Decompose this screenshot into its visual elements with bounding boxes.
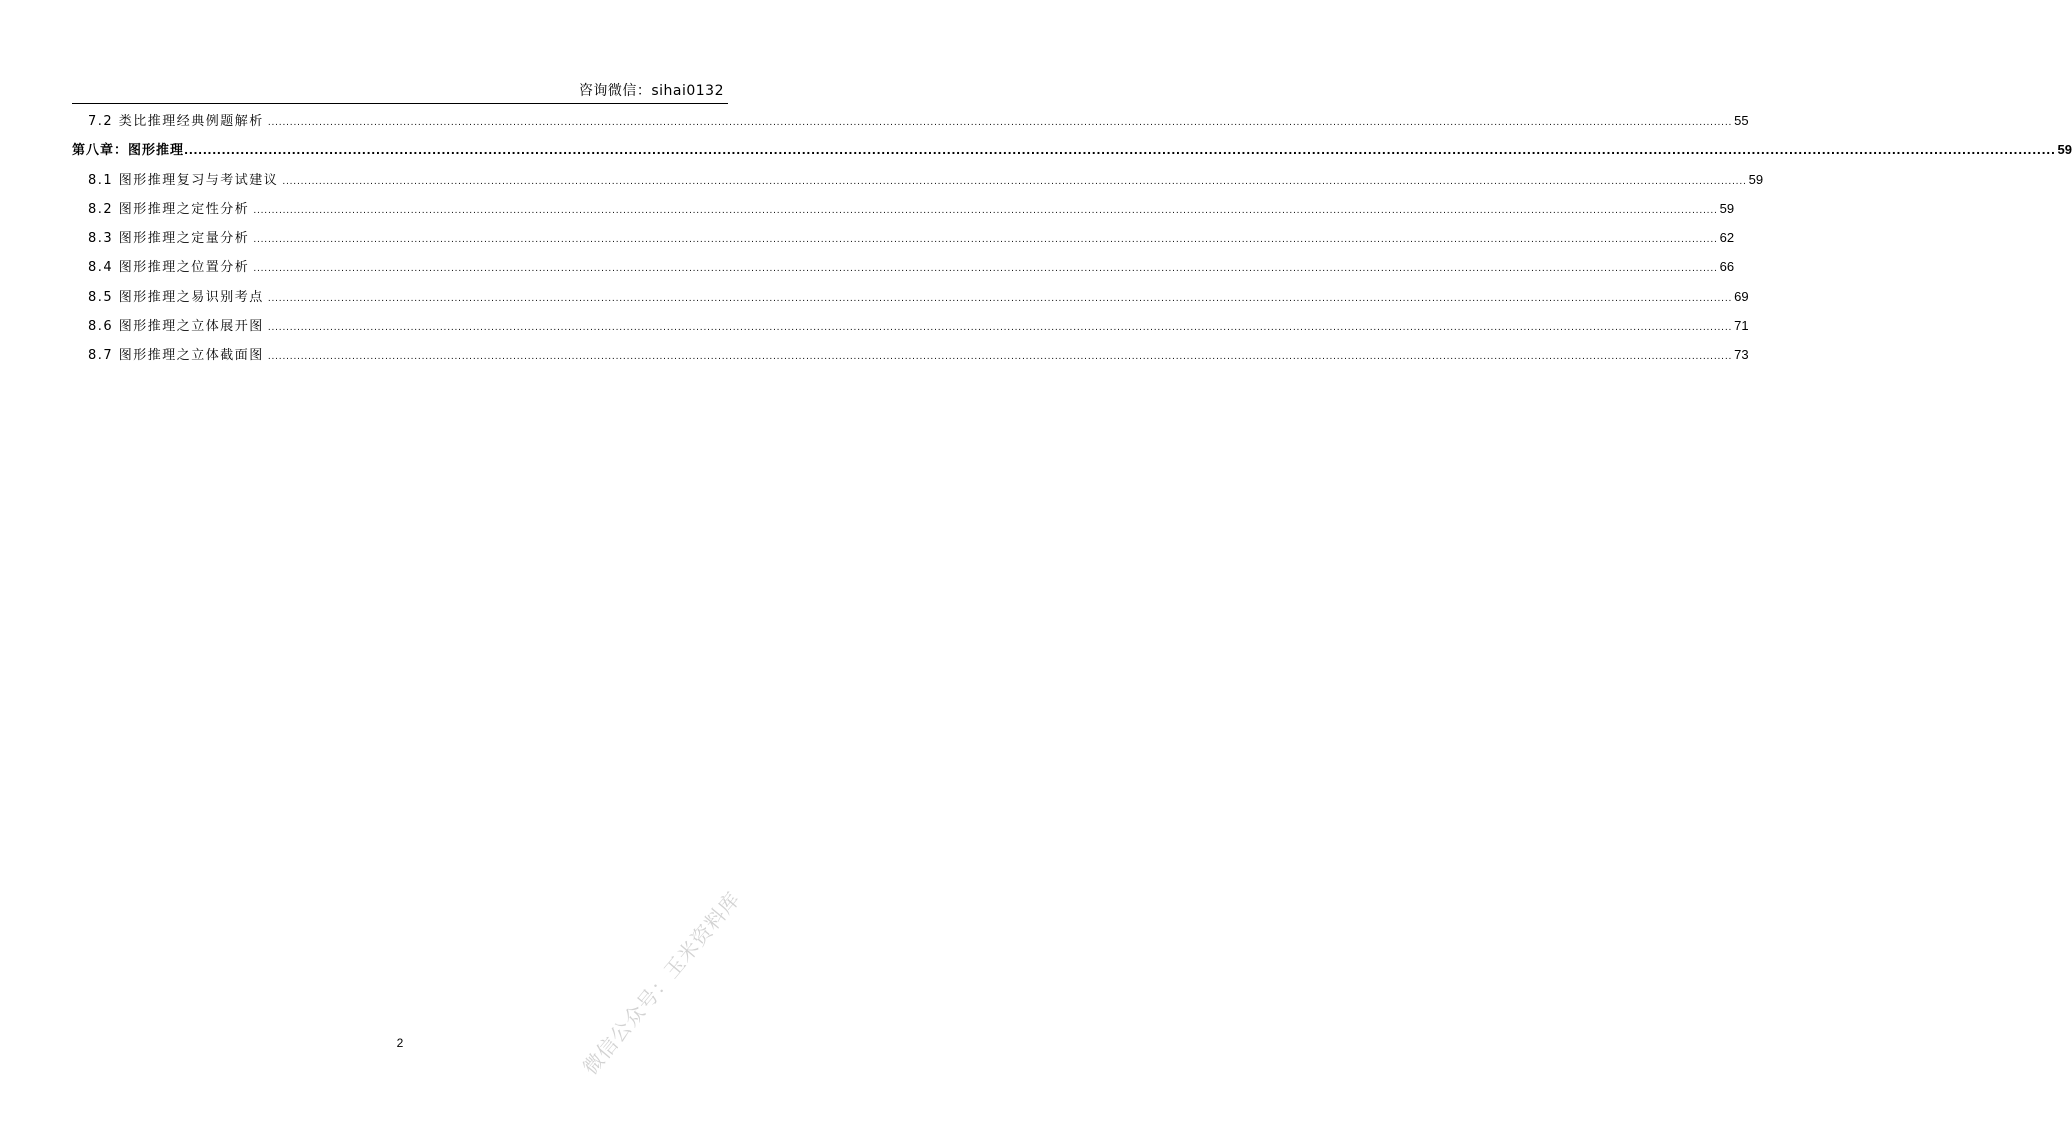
toc-entry[interactable] — [72, 165, 1764, 194]
toc-entry-label: 第八章：图形推理 — [72, 143, 185, 159]
header-contact: 咨询微信：sihai0132 — [578, 83, 724, 99]
toc-entry[interactable] — [72, 311, 1749, 340]
toc-entry-label: 8.4 图形推理之位置分析 — [88, 260, 250, 276]
toc-leader-dots: ................................................................................................................................................................................................................................................................................................................................................................................................................ — [267, 293, 1733, 304]
toc-entry[interactable] — [72, 252, 1735, 281]
toc-entry[interactable] — [72, 340, 1749, 369]
toc-leader-dots: ................................................................................................................................................................................................................................................................................................................................................................................................................ — [282, 176, 1747, 187]
toc-chapter-entry[interactable] — [72, 135, 2072, 164]
header-rule — [72, 103, 728, 104]
toc-entry-label: 8.3 图形推理之定量分析 — [88, 231, 250, 247]
toc-entry-page: 59 — [1719, 200, 1735, 216]
toc-entry-label: 7.2 类比推理经典例题解析 — [88, 114, 264, 129]
toc-entry-page: 69 — [1734, 288, 1749, 304]
toc-entry-page: 71 — [1734, 318, 1749, 334]
toc-entry[interactable] — [72, 194, 1735, 223]
toc-leader-dots: ................................................................................................................................................................................................................................................................................................................................................................................................................ — [267, 118, 1733, 128]
toc-entry-label: 8.7 图形推理之立体截面图 — [88, 348, 264, 364]
toc-leader-dots: ................................................................................................................................................................................................................................................................................................................................................................................................................ — [253, 205, 1718, 216]
page-number: 2 — [396, 1036, 404, 1050]
toc-entry-page: 59 — [1748, 171, 1764, 187]
toc-entry-label: 8.1 图形推理复习与考试建议 — [88, 172, 279, 188]
toc-entry-label: 8.2 图形推理之定性分析 — [88, 201, 250, 217]
toc-entry-page: 59 — [2057, 142, 2072, 158]
toc-leader-dots: ................................................................................................................................................................................................................................................................................................................................................................................................................ — [253, 235, 1718, 246]
toc-entry-page: 73 — [1734, 347, 1749, 363]
toc-leader-dots: ................................................................................................................................................................................................................................................................................................................................................................................................................ — [267, 323, 1733, 334]
toc-leader-dots: ................................................................................................................................................................................................................................................................................................................................................................................................................ — [253, 264, 1718, 275]
toc-entry-page: 55 — [1734, 113, 1749, 128]
table-of-contents — [72, 106, 2072, 370]
toc-entry[interactable] — [72, 223, 1735, 252]
toc-leader-dots: ................................................................................................................................................................................................................................................................................................................................................................................................................ — [184, 144, 2056, 158]
toc-entry[interactable] — [72, 106, 1749, 135]
toc-entry-label: 8.6 图形推理之立体展开图 — [88, 319, 264, 335]
toc-leader-dots: ................................................................................................................................................................................................................................................................................................................................................................................................................ — [267, 352, 1733, 363]
toc-entry-label: 8.5 图形推理之易识别考点 — [88, 289, 264, 305]
toc-entry-page: 62 — [1719, 230, 1735, 246]
toc-entry[interactable] — [72, 282, 1749, 311]
toc-entry-page: 66 — [1719, 259, 1735, 275]
watermark: 微信公众号：玉米资料库 — [578, 886, 745, 1080]
